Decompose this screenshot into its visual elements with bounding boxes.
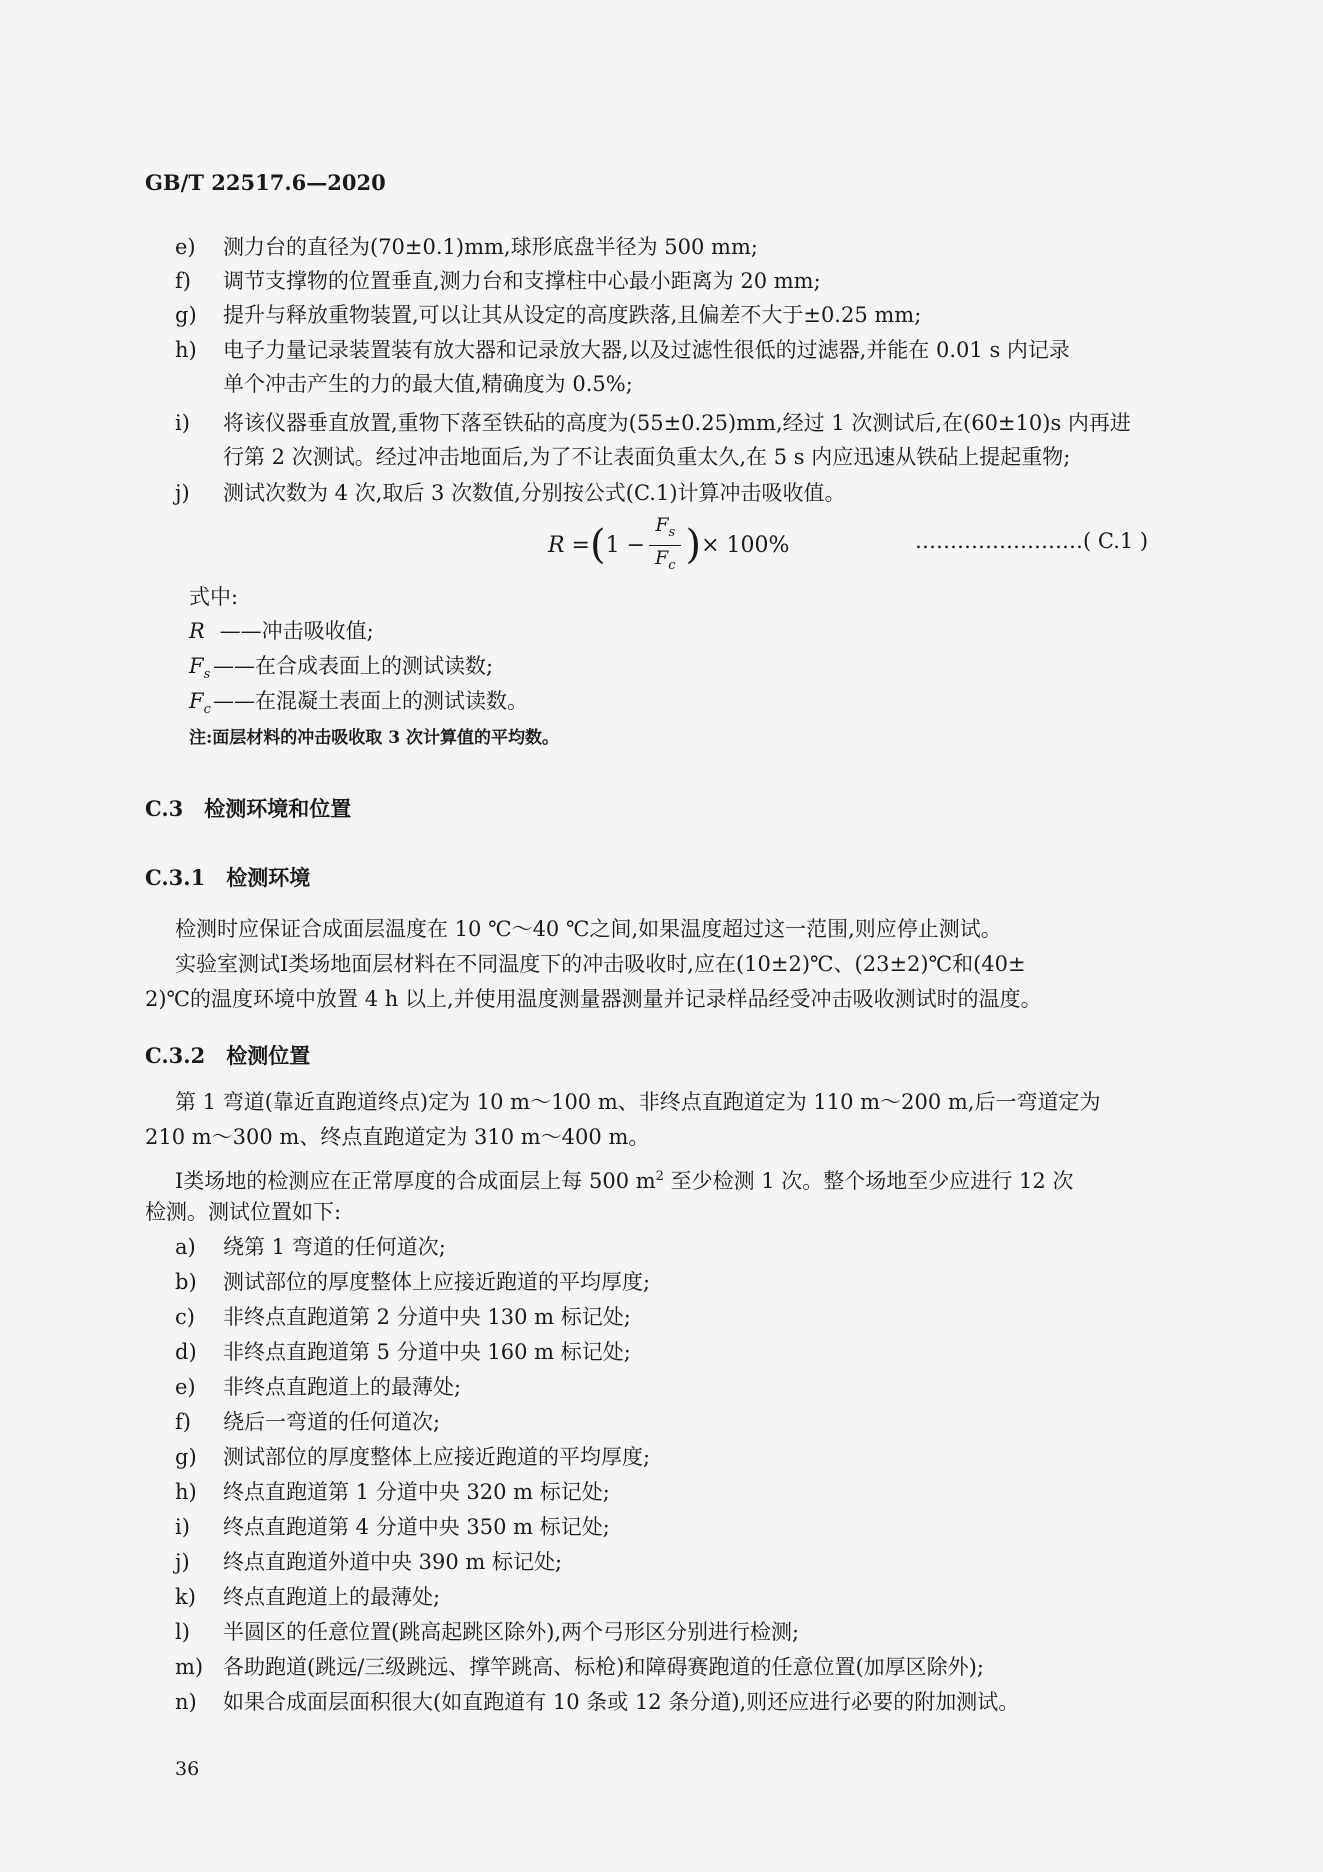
list-item: i) 将该仪器垂直放置,重物下落至铁砧的高度为(55±0.25)mm,经过 1 次测试后,在(60±10)s 内再进 (175, 411, 1131, 435)
section-heading-c3-2: C.3.2 检测位置 (145, 1043, 311, 1068)
list-item: g) 测试部位的厚度整体上应接近跑道的平均厚度; (175, 1445, 651, 1469)
list-item: a) 绕第 1 弯道的任何道次; (175, 1235, 446, 1259)
symbol-definition: R ——冲击吸收值; (189, 619, 374, 643)
paragraph: 第 1 弯道(靠近直跑道终点)定为 10 m～100 m、非终点直跑道定为 110 m～200 m,后一弯道定为 (175, 1090, 1101, 1114)
section-heading-c3: C.3 检测环境和位置 (145, 796, 352, 821)
standard-header: GB/T 22517.6—2020 (145, 170, 386, 195)
list-item: j) 测试次数为 4 次,取后 3 次数值,分别按公式(C.1)计算冲击吸收值。 (175, 481, 846, 505)
list-item: b) 测试部位的厚度整体上应接近跑道的平均厚度; (175, 1270, 651, 1294)
list-item: e) 测力台的直径为(70±0.1)mm,球形底盘半径为 500 mm; (175, 235, 758, 259)
formula-c1: R = ( 1 − $\frac{F_s}{F_c}$ ) × 100% (548, 513, 789, 578)
list-item: f) 调节支撑物的位置垂直,测力台和支撑柱中心最小距离为 20 mm; (175, 269, 821, 293)
list-item: h) 电子力量记录装置装有放大器和记录放大器,以及过滤性很低的过滤器,并能在 0.01 s 内记录 (175, 338, 1070, 362)
list-item-continuation: 单个冲击产生的力的最大值,精确度为 0.5%; (223, 372, 633, 396)
symbol-definition: $F_s$ ——在合成表面上的测试读数; (189, 654, 494, 683)
list-item: j) 终点直跑道外道中央 390 m 标记处; (175, 1550, 563, 1574)
list-item: g) 提升与释放重物装置,可以让其从设定的高度跌落,且偏差不大于±0.25 mm; (175, 303, 922, 327)
paragraph: 实验室测试Ⅰ类场地面层材料在不同温度下的冲击吸收时,应在(10±2)℃、(23±2)℃和(40± (175, 952, 1026, 976)
section-heading-c3-1: C.3.1 检测环境 (145, 865, 311, 890)
where-label: 式中: (189, 585, 239, 609)
list-item: l) 半圆区的任意位置(跳高起跳区除外),两个弓形区分别进行检测; (175, 1620, 800, 1644)
list-item: h) 终点直跑道第 1 分道中央 320 m 标记处; (175, 1480, 610, 1504)
page-number: 36 (175, 1758, 200, 1780)
list-item: n) 如果合成面层面积很大(如直跑道有 10 条或 12 条分道),则还应进行必要的附加测试。 (175, 1690, 1020, 1714)
list-item: f) 绕后一弯道的任何道次; (175, 1410, 441, 1434)
paragraph: Ⅰ类场地的检测应在正常厚度的合成面层上每 500 $m^2$ 至少检测 1 次。整个场地至少应进行 12 次 (175, 1169, 1074, 1193)
equation-number: ……………………( C.1 ) (915, 529, 1149, 553)
list-item: k) 终点直跑道上的最薄处; (175, 1585, 441, 1609)
paragraph: 检测时应保证合成面层温度在 10 ℃～40 ℃之间,如果温度超过这一范围,则应停止测试。 (175, 917, 1002, 941)
list-item: d) 非终点直跑道第 5 分道中央 160 m 标记处; (175, 1340, 631, 1364)
list-item: i) 终点直跑道第 4 分道中央 350 m 标记处; (175, 1515, 610, 1539)
list-item-continuation: 行第 2 次测试。经过冲击地面后,为了不让表面负重太久,在 5 s 内应迅速从铁砧上提起重物; (223, 445, 1071, 469)
paragraph-continuation: 210 m～300 m、终点直跑道定为 310 m～400 m。 (145, 1125, 650, 1149)
note: 注:面层材料的冲击吸收取 3 次计算值的平均数。 (189, 728, 559, 748)
list-item: m) 各助跑道(跳远/三级跳远、撑竿跳高、标枪)和障碍赛跑道的任意位置(加厚区除外); (175, 1655, 984, 1679)
symbol-definition: $F_c$ ——在混凝土表面上的测试读数。 (189, 689, 528, 718)
paragraph-continuation: 检测。测试位置如下: (145, 1200, 342, 1224)
list-item: e) 非终点直跑道上的最薄处; (175, 1375, 462, 1399)
list-item: c) 非终点直跑道第 2 分道中央 130 m 标记处; (175, 1305, 631, 1329)
paragraph-continuation: 2)℃的温度环境中放置 4 h 以上,并使用温度测量器测量并记录样品经受冲击吸收测试时的温度。 (145, 987, 1042, 1011)
fraction: $\frac{F_s}{F_c}$ (649, 513, 681, 578)
